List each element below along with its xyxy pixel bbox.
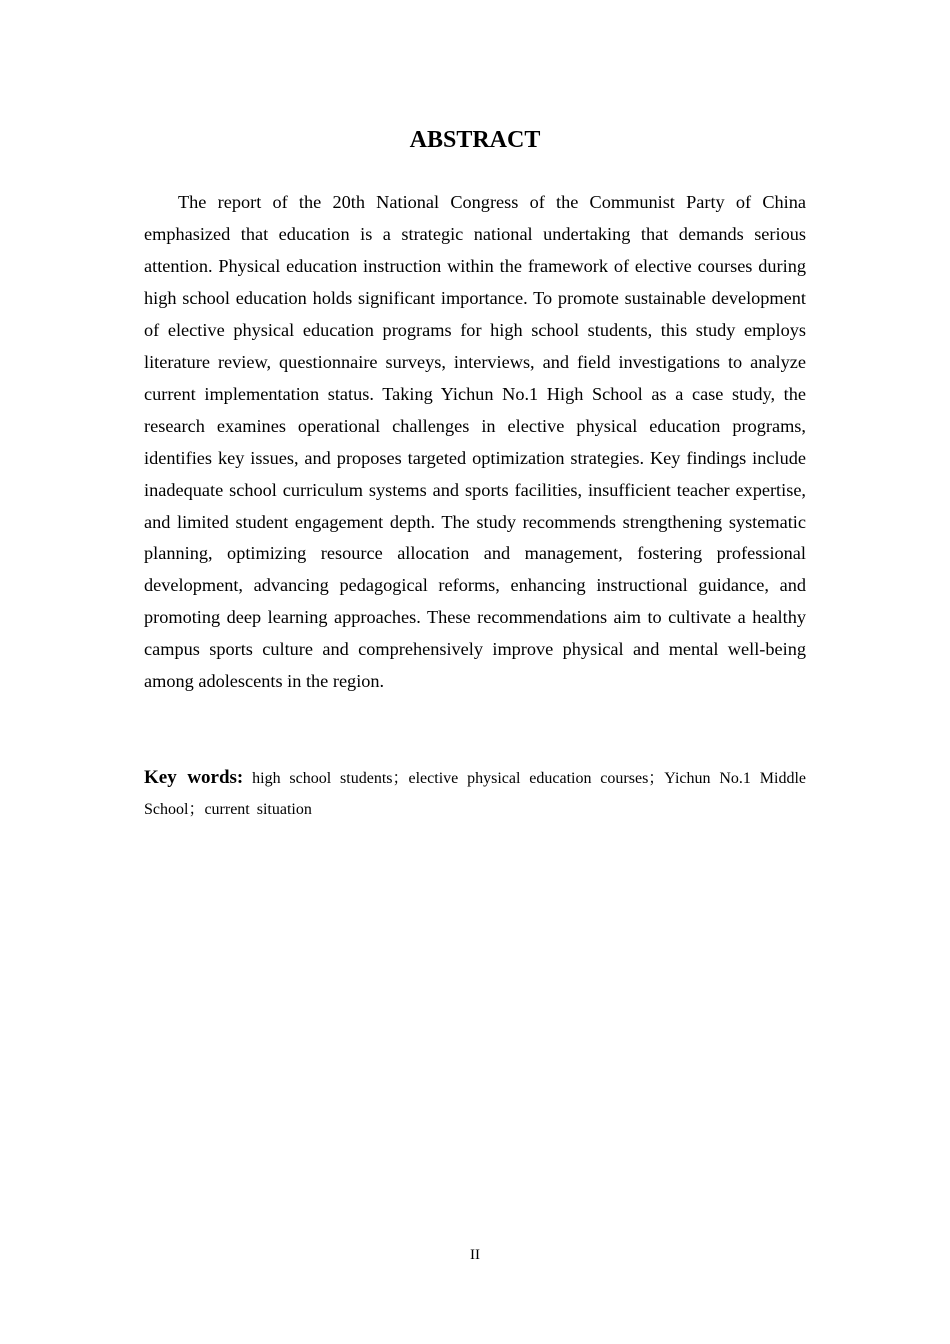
keywords-text: high school students；elective physical education courses；Yichun No.1 Middle School；current situation	[144, 770, 806, 818]
keywords-label: Key words:	[144, 767, 244, 788]
abstract-paragraph: The report of the 20th National Congress of the Communist Party of China emphasized that education is a strategic national undertaking that demands serious attention. Physical education instruction within the framework of elective courses during high school education holds significant importance. To promote sustainable development of elective physical education programs for high school students, this study employs literature review, questionnaire surveys, interviews, and field investigations to analyze current implementation status. Taking Yichun No.1 High School as a case study, the research examines operational challenges in elective physical education programs, identifies key issues, and proposes targeted optimization strategies. Key findings include inadequate school curriculum systems and sports facilities, insufficient teacher expertise, and limited student engagement depth. The study recommends strengthening systematic planning, optimizing resource allocation and management, fostering professional development, advancing pedagogical reforms, enhancing instructional guidance, and promoting deep learning approaches. These recommendations aim to cultivate a healthy campus sports culture and comprehensively improve physical and mental well-being among adolescents in the region.	[144, 192, 806, 692]
page-number: II	[470, 1247, 480, 1263]
keywords-line	[144, 762, 806, 825]
abstract-title: ABSTRACT	[409, 127, 541, 153]
